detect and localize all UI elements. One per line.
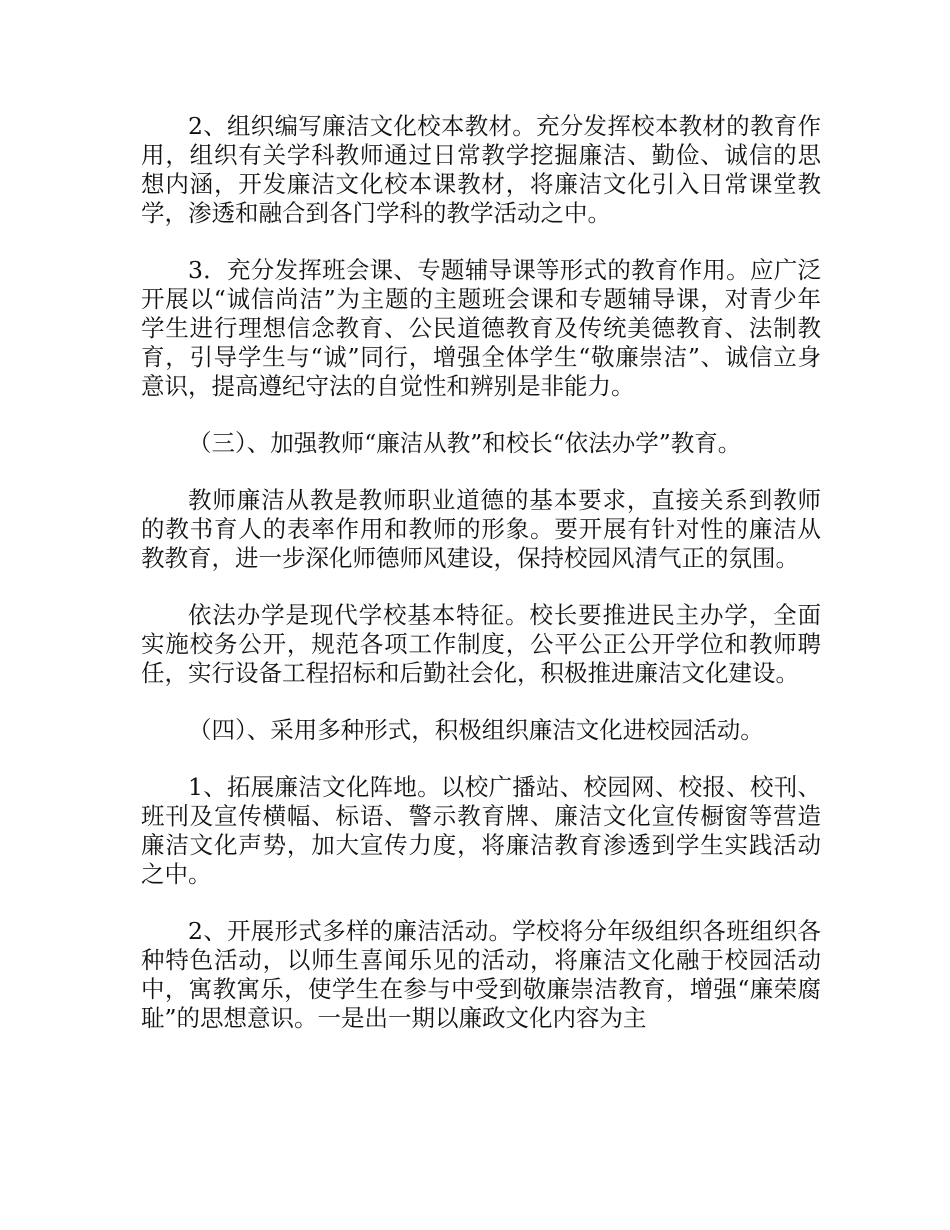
paragraph-culture-positions: 1、拓展廉洁文化阵地。以校广播站、校园网、校报、校刊、班刊及宣传横幅、标语、警示教育牌、廉洁文化宣传橱窗等营造廉洁文化声势，加大宣传力度，将廉洁教育渗透到学生实践活动之中。 (141, 773, 821, 888)
paragraph-lawful-schooling: 依法办学是现代学校基本特征。校长要推进民主办学，全面实施校务公开，规范各项工作制度，公平公正公开学位和教师聘任，实行设备工程招标和后勤社会化，积极推进廉洁文化建设。 (141, 601, 821, 687)
section-heading-four: （四）、采用多种形式，积极组织廉洁文化进校园活动。 (188, 716, 764, 744)
paragraph-teacher-integrity: 教师廉洁从教是教师职业道德的基本要求，直接关系到教师的教书育人的表率作用和教师的形象。要开展有针对性的廉洁从教教育，进一步深化师德师风建设，保持校园风清气正的氛围。 (141, 486, 821, 572)
paragraph-integrity-activities: 2、开展形式多样的廉洁活动。学校将分年级组织各班组织各种特色活动，以师生喜闻乐见的活动，将廉洁文化融于校园活动中，寓教寓乐，使学生在参与中受到敬廉崇洁教育，增强“廉荣腐耻”的思想意识。一是出一期以廉政文化内容为主 (141, 917, 821, 1032)
paragraph-compile-textbook: 2、组织编写廉洁文化校本教材。充分发挥校本教材的教育作用，组织有关学科教师通过日常教学挖掘廉洁、勤俭、诚信的思想内涵，开发廉洁文化校本课教材，将廉洁文化引入日常课堂教学，渗透和融合到各门学科的教学活动之中。 (141, 112, 821, 227)
document-body (141, 112, 821, 1061)
paragraph-class-meetings: 3．充分发挥班会课、专题辅导课等形式的教育作用。应广泛开展以“诚信尚洁”为主题的主题班会课和专题辅导课，对青少年学生进行理想信念教育、公民道德教育及传统美德教育、法制教育，引导学生与“诚”同行，增强全体学生“敬廉崇洁”、诚信立身意识，提高遵纪守法的自觉性和辨别是非能力。 (141, 256, 821, 400)
section-heading-three: （三）、加强教师“廉洁从教”和校长“依法办学”教育。 (188, 429, 742, 457)
